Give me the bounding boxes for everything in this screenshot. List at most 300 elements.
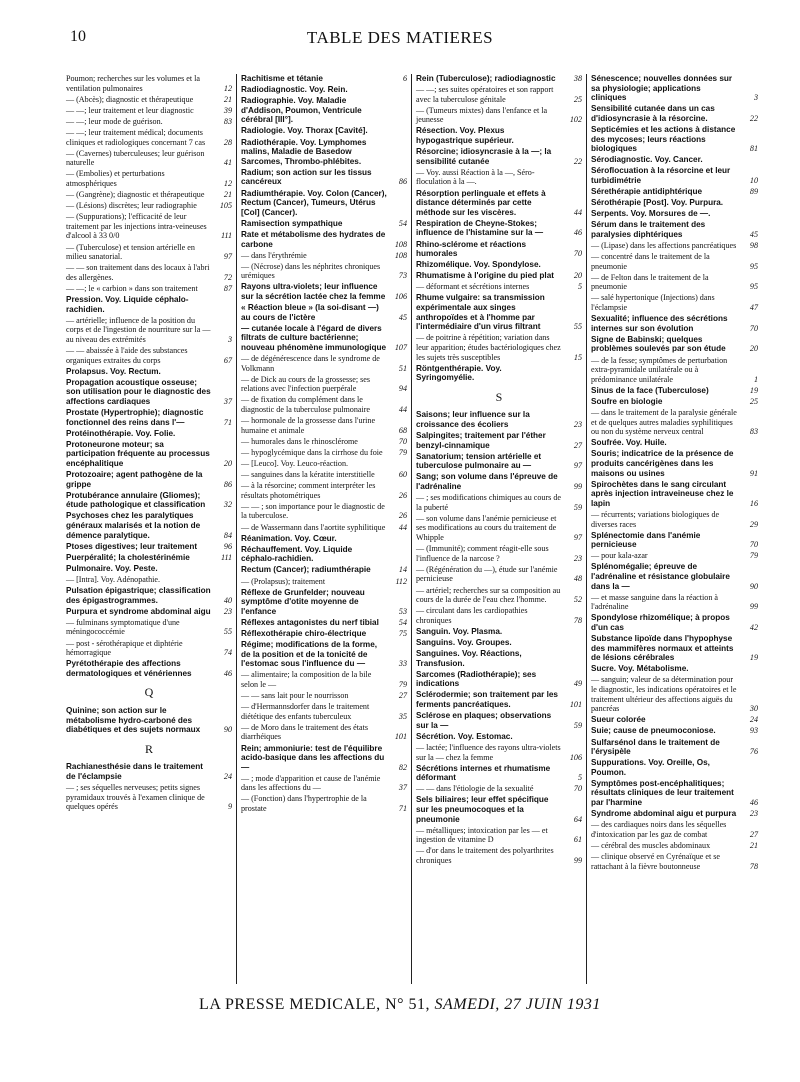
section-letter: S — [495, 389, 503, 404]
index-entry-text: — (Suppurations); l'efficacité de leur traitement par les injections intra-veineuses d'alcool à 33 0/0 — [66, 212, 207, 241]
index-entry — [241, 96, 407, 125]
index-entry — [591, 386, 758, 396]
index-entry — [591, 820, 758, 839]
index-entry-page: 25 — [573, 94, 582, 104]
index-entry-page: 78 — [573, 615, 582, 625]
page-title: TABLE DES MATIERES — [306, 28, 494, 47]
index-entry — [591, 356, 758, 385]
index-entry-text: — métalliques; intoxication par les — et ingestion de vitamine D — [416, 825, 548, 845]
index-entry-page: 5 — [577, 282, 582, 292]
index-entry-text: Pulmonaire. Voy. Peste. — [66, 563, 158, 573]
index-entry-page: 38 — [573, 74, 582, 83]
index-entry-page: 74 — [223, 648, 232, 658]
index-entry-page: 42 — [749, 622, 758, 632]
index-entry — [66, 128, 232, 147]
index-entry — [241, 545, 407, 564]
index-entry — [416, 638, 582, 648]
index-entry-page: 3 — [227, 334, 232, 344]
index-entry-text: Sinus de la face (Tuberculose) — [591, 385, 709, 395]
index-entry-text: Splénomégalie; épreuve de l'adrénaline et résistance globulaire dans la — — [591, 562, 730, 591]
index-column-1 — [62, 74, 237, 984]
index-entry — [66, 440, 232, 469]
index-entry-text: — (Lésions) discrètes; leur radiographie — [66, 201, 197, 211]
index-entry-text: Spondylose rhizomélique; à propos d'un cas — [591, 613, 730, 632]
index-entry-text: Réflexes antagonistes du nerf tibial — [241, 617, 379, 627]
index-entry — [591, 397, 758, 407]
index-entry-page: 107 — [394, 342, 407, 352]
index-entry — [416, 282, 582, 292]
index-entry-page: 76 — [749, 747, 758, 757]
index-entry — [66, 117, 232, 127]
index-entry — [66, 491, 232, 510]
index-entry-text: — (Régénération du —), étude sur l'anémie pernicieuse — [416, 564, 558, 584]
index-entry — [241, 459, 407, 469]
index-column-2 — [237, 74, 412, 984]
index-column-3 — [412, 74, 587, 984]
index-entry — [241, 416, 407, 435]
index-entry — [416, 826, 582, 845]
index-entry — [591, 125, 758, 154]
index-entry — [241, 534, 407, 544]
index-entry-text: — pour kala-azar — [591, 551, 648, 561]
index-entry-text: Signe de Babinski; quelques problèmes soulevés par son étude — [591, 334, 726, 354]
index-entry — [591, 438, 758, 448]
index-entry-page: 79 — [749, 551, 758, 561]
index-entry-page: 16 — [749, 498, 758, 508]
index-entry — [591, 449, 758, 478]
index-entry-page: 106 — [569, 752, 582, 762]
index-entry-page: 78 — [749, 861, 758, 871]
index-entry — [416, 690, 582, 709]
index-entry-text: — (Cavernes) tuberculeuses; leur guérison naturelle — [66, 148, 205, 168]
index-entry — [241, 262, 407, 281]
index-entry-text: — de Felton dans le traitement de la pneumonie — [591, 272, 709, 292]
index-entry-page: 97 — [573, 533, 582, 543]
index-entry-page: 20 — [749, 344, 758, 354]
index-entry-text: — dans le traitement de la paralysie générale et de quelques autres maladies syphilitiques ou non du système nerveux central — [591, 408, 737, 437]
index-entry — [591, 220, 758, 239]
index-entry-text: — ; mode d'apparition et cause de l'anémie dans les affections du — — [241, 773, 381, 793]
index-entry-page: 111 — [221, 552, 232, 562]
page-footer — [60, 996, 740, 1018]
index-entry-text: Substance lipoïde dans l'hypophyse des mammifères normaux et atteints de lésions cérébrales — [591, 634, 734, 663]
index-entry-page: 21 — [223, 190, 232, 200]
index-entry — [241, 85, 407, 95]
index-entry-page: 24 — [223, 772, 232, 781]
index-entry-page: 67 — [223, 355, 232, 365]
index-entry — [241, 629, 407, 639]
index-entry-text: — clinique observé en Cyrénaïque et se rattachant à la fièvre boutonneuse — [591, 852, 721, 871]
index-entry-page: 82 — [398, 762, 407, 772]
index-entry-page: 20 — [573, 271, 582, 281]
index-entry-page: 111 — [221, 231, 232, 241]
index-entry-page: 9 — [227, 802, 232, 812]
index-entry-page: 64 — [573, 814, 582, 824]
index-entry — [241, 702, 407, 721]
index-entry — [66, 639, 232, 658]
index-entry-page: 35 — [398, 711, 407, 721]
index-entry-text: Protéinothérapie. Voy. Folie. — [66, 428, 176, 438]
index-entry — [591, 187, 758, 197]
index-entry-text: Sueur colorée — [591, 715, 646, 725]
index-entry-text: — ; ses modifications chimiques au cours de la puberté — [416, 493, 561, 512]
index-entry — [66, 378, 232, 407]
index-entry-text: Réchauffement. Voy. Liquide céphalo-rachidien. — [241, 544, 353, 564]
index-entry — [416, 711, 582, 730]
index-entry-page: 15 — [573, 352, 582, 362]
index-entry-text: — sanguin; valeur de sa détermination pour le diagnostic, les indications opératoires et le traitement ultérieur des affections aiguës du pancréas — [591, 675, 737, 714]
index-entry-text: Puerpéralité; la cholestérinémie — [66, 552, 190, 562]
index-entry-page: 46 — [223, 668, 232, 678]
index-entry-page: 75 — [398, 628, 407, 638]
index-entry — [591, 241, 758, 251]
index-entry-text: Radiothérapie. Voy. Lymphomes malins, Maladie de Basedow Sarcomes, Thrombo-phlébites. — [241, 137, 367, 166]
index-entry — [66, 346, 232, 365]
index-entry — [66, 586, 232, 605]
index-entry-text: Sexualité; influence des sécrétions internes sur son évolution — [591, 314, 728, 333]
index-entry — [591, 252, 758, 271]
index-entry — [416, 764, 582, 783]
index-entry — [591, 209, 758, 219]
index-entry-text: — lactée; l'influence des rayons ultra-violets sur la — chez la femme — [416, 742, 561, 762]
index-entry-page: 97 — [573, 461, 582, 471]
page-header — [60, 28, 740, 50]
index-entry-text: — alimentaire; la composition de la bile selon le — — [241, 670, 372, 689]
index-entry — [241, 219, 407, 229]
index-entry-page: 53 — [398, 606, 407, 616]
index-entry — [416, 168, 582, 187]
index-entry-page: 72 — [223, 272, 232, 282]
index-entry-text: — concentré dans le traitement de la pneumonie — [591, 252, 710, 271]
index-entry-text: — de la fesse; symptômes de perturbation extra-pyramidale unilatérale ou à prédominance unilatérale — [591, 355, 728, 384]
index-entry — [416, 147, 582, 166]
index-entry — [591, 613, 758, 632]
index-entry-page: 98 — [749, 241, 758, 250]
index-entry-text: Rachitisme et tétanie — [241, 74, 323, 83]
index-entry-text: Protozoaire; agent pathogène de la grippe — [66, 470, 203, 489]
index-entry-text: Sanatorium; tension artérielle et tuberculose pulmonaire au — — [416, 451, 542, 471]
index-entry — [66, 607, 232, 617]
index-entry-text: Pression. Voy. Liquide céphalo-rachidien. — [66, 294, 189, 314]
index-entry-text: Psychoses chez les paralytiques généraux malarisés et la notion de démence paralytique. — [66, 511, 201, 540]
index-entry — [241, 126, 407, 136]
index-entry-text: Pulsation épigastrique; classification des épigastrogrammes. — [66, 586, 211, 605]
index-entry — [241, 481, 407, 500]
index-entry — [591, 809, 758, 819]
index-entry-text: — (Tuberculose) et tension artérielle en milieu sanatorial. — [66, 242, 195, 262]
index-entry-page: 101 — [394, 732, 407, 742]
index-entry — [416, 85, 582, 104]
index-entry-text: Rayons ultra-violets; leur influence sur la sécrétion lactée chez la femme — [241, 282, 386, 301]
index-entry — [416, 493, 582, 512]
index-entry — [591, 480, 758, 509]
index-entry-text: Saisons; leur influence sur la croissance des écoliers — [416, 410, 530, 429]
index-entry — [66, 316, 232, 345]
index-entry-text: — salé hypertonique (Injections) dans l'éclampsie — [591, 293, 715, 313]
index-entry — [241, 588, 407, 617]
index-entry-text: Splénectomie dans l'anémie pernicieuse — [591, 530, 701, 550]
index-entry-text: Sels biliaires; leur effet spécifique sur les pneumocoques et la pneumonie — [416, 795, 549, 824]
index-entry-text: — de fixation du complément dans le diagnostic de la tuberculose pulmonaire — [241, 395, 371, 414]
index-entry — [66, 783, 232, 812]
index-entry-text: — de Moro dans le traitement des états diarrhéiques — [241, 722, 368, 742]
index-entry-text: Résorcine; idiosyncrasie à la —; la sensibilité cutanée — [416, 147, 552, 166]
index-entry-page: 68 — [398, 425, 407, 435]
index-entry — [416, 606, 582, 625]
index-entry-text: Réanimation. Voy. Cœur. — [241, 533, 337, 543]
index-entry-page: 70 — [749, 540, 758, 550]
index-entry-text: Sénescence; nouvelles données sur sa physiologie; applications cliniques — [591, 74, 733, 103]
index-entry-page: 47 — [749, 303, 758, 313]
index-entry — [416, 74, 582, 84]
index-entry — [416, 649, 582, 668]
index-entry-page: 44 — [398, 405, 407, 414]
index-entry — [416, 431, 582, 450]
index-entry-text: — ; ses séquelles nerveuses; petits signes pyramidaux trouvés à l'examen clinique de quelques opérés — [66, 783, 205, 812]
index-entry-text: « Réaction bleue » (la soi-disant —) au cours de l'ictère — [241, 303, 379, 322]
index-entry-page: 26 — [398, 490, 407, 500]
index-entry-page: 71 — [223, 417, 232, 427]
index-entry-page: 24 — [749, 715, 758, 725]
index-entry-text: — fulminans symptomatique d'une méningococcémie — [66, 617, 180, 637]
page-number: 10 — [70, 28, 86, 45]
index-entry-text: Sang; son volume dans l'épreuve de l'adrénaline — [416, 472, 558, 492]
index-entry-page: 39 — [223, 105, 232, 115]
index-entry — [66, 470, 232, 489]
index-entry-text: — (Prolapsus); traitement — [241, 576, 326, 586]
index-entry-text: — (Abcès); diagnostic et thérapeutique — [66, 94, 194, 104]
index-entry-page: 44 — [398, 522, 407, 532]
index-entry — [591, 726, 758, 736]
index-entry — [416, 271, 582, 281]
index-entry-text: — (Embolies) et perturbations atmosphériques — [66, 169, 165, 188]
index-entry-page: 33 — [398, 659, 407, 669]
index-entry-text: — artériel; recherches sur sa composition au cours de la durée de l'eau chez l'homme. — [416, 585, 561, 605]
index-entry-text: — récurrents; variations biologiques de diverses races — [591, 509, 720, 529]
index-entry-page: 90 — [223, 725, 232, 735]
index-entry-page: 37 — [398, 783, 407, 793]
index-entry — [591, 593, 758, 612]
index-entry — [241, 303, 407, 322]
index-entry — [591, 738, 758, 757]
index-entry-text: — dans l'érythrémie — [241, 250, 307, 260]
index-entry-page: 12 — [223, 178, 232, 188]
index-entry — [416, 627, 582, 637]
index-entry-page: 95 — [749, 282, 758, 292]
index-entry-text: Radiodiagnostic. Voy. Rein. — [241, 85, 348, 95]
index-entry-page: 94 — [398, 384, 407, 394]
index-entry — [241, 640, 407, 669]
index-entry-text: — (Lipase) dans les affections pancréatiques — [591, 241, 737, 250]
index-entry — [416, 784, 582, 794]
index-entry — [241, 577, 407, 587]
index-entry — [66, 263, 232, 282]
index-entry-page: 59 — [573, 502, 582, 512]
index-entry-text: Rectum (Cancer); radiumthérapie — [241, 565, 371, 575]
index-entry-page: 28 — [223, 137, 232, 147]
index-entry-page: 70 — [573, 784, 582, 794]
index-entry — [416, 219, 582, 238]
index-entry-text: — et masse sanguine dans la réaction à l'adrénaline — [591, 592, 718, 612]
index-entry — [591, 166, 758, 185]
index-entry-text: — (Nécrose) dans les néphrites chroniques urémiques — [241, 261, 381, 281]
index-entry — [66, 106, 232, 116]
index-entry-text: Résorption perlinguale et effets à distance déterminés par cette méthode sur les viscères. — [416, 188, 546, 217]
index-entry — [591, 664, 758, 674]
index-entry — [591, 715, 758, 725]
index-entry-page: 52 — [573, 595, 582, 605]
index-entry-page: 54 — [398, 218, 407, 228]
index-entry-text: Souris; indicatrice de la présence de produits cancérigènes dans les maisons ou usines — [591, 449, 734, 478]
index-entry-page: 55 — [223, 627, 232, 637]
index-entry-page: 84 — [223, 530, 232, 540]
index-entry-text: Sucre. Voy. Métabolisme. — [591, 664, 689, 674]
index-entry-text: — —; leur traitement et leur diagnostic — [66, 105, 194, 115]
index-entry-text: Salpingites; traitement par l'éther benzyl-cinnamique — [416, 431, 546, 450]
index-entry-page: 61 — [573, 835, 582, 845]
index-entry-text: Sécrétion. Voy. Estomac. — [416, 731, 513, 741]
index-entry — [66, 95, 232, 105]
index-entry — [66, 429, 232, 439]
index-entry — [241, 723, 407, 742]
index-entry-text: Radiumthérapie. Voy. Colon (Cancer), Rectum (Cancer), Tumeurs, Utérus [Col] (Cancer). — [241, 188, 387, 217]
index-entry-page: 46 — [573, 228, 582, 238]
index-entry — [416, 732, 582, 742]
index-entry-text: Propagation acoustique osseuse; son utilisation pour le diagnostic des affections cardiaques — [66, 377, 211, 406]
index-entry — [416, 743, 582, 762]
index-entry — [591, 852, 758, 871]
index-entry-text: — post - sérothérapique et diphtérie hémorragique — [66, 638, 183, 658]
index-entry-text: — — sans lait pour le nourrisson — [241, 691, 349, 701]
index-entry-text: — —; leur traitement médical; documents cliniques et radiologiques concernant 7 cas — [66, 127, 206, 147]
index-entry — [591, 273, 758, 292]
index-entry-text: — [Leuco]. Voy. Leuco-réaction. — [241, 458, 349, 468]
footer-publication: LA PRESSE MEDICALE, N° 51, — [199, 996, 435, 1013]
index-entry — [241, 502, 407, 521]
index-entry — [241, 794, 407, 813]
index-entry-text: Séroflocuation à la résorcine et leur turbidimétrie — [591, 166, 731, 185]
index-entry — [241, 395, 407, 414]
index-entry-text: Syndrome abdominal aigu et purpura — [591, 809, 737, 819]
index-entry-text: — (Immunité); comment réagit-elle sous l'influence de la narcose ? — [416, 544, 549, 563]
index-entry-text: Septicémies et les actions à distance des mycoses; leurs réactions biologiques — [591, 124, 736, 154]
index-entry-page: 21 — [749, 840, 758, 850]
index-entry — [591, 198, 758, 208]
index-entry — [416, 410, 582, 429]
index-entry — [416, 189, 582, 218]
index-entry-page: 79 — [398, 447, 407, 457]
index-entry-text: Sclérose en plaques; observations sur la — — [416, 711, 552, 730]
index-entry — [66, 564, 232, 574]
index-entry-text: Pyrétothérapie des affections dermatologiques et vénériennes — [66, 659, 192, 678]
index-entry-text: Purpura et syndrome abdominal aigu — [66, 606, 211, 616]
index-entry-text: Rachianesthésie dans le traitement de l'éclampsie — [66, 762, 203, 781]
index-entry-text: Prolapsus. Voy. Rectum. — [66, 366, 161, 376]
index-entry-text: Sérethérapie antidiphtérique — [591, 187, 703, 197]
index-entry — [241, 375, 407, 394]
index-entry — [241, 74, 407, 84]
index-entry-page: 6 — [402, 74, 407, 83]
index-entry — [241, 324, 407, 353]
index-entry — [591, 841, 758, 851]
section-letter: Q — [144, 685, 154, 700]
index-entry-text: Soufre en biologie — [591, 396, 663, 406]
index-entry-text: — —; leur mode de guérison. — [66, 116, 163, 126]
index-entry — [66, 295, 232, 314]
index-entry-text: Quinine; son action sur le métabolisme hydro-carboné des diabétiques et des sujets normaux — [66, 706, 201, 735]
index-entry-page: 108 — [394, 239, 407, 249]
index-entry-page: 48 — [573, 574, 582, 584]
index-entry-page: 59 — [573, 720, 582, 730]
index-entry-text: Rhumatisme à l'origine du pied plat — [416, 271, 554, 281]
index-entry-page: 20 — [223, 458, 232, 468]
index-entry-page: 99 — [749, 602, 758, 612]
footer-date: SAMEDI, 27 JUIN 1931 — [434, 996, 601, 1013]
index-entry-text: Prostate (Hypertrophie); diagnostic fonctionnel des reins dans l'— — [66, 408, 204, 427]
index-entry — [591, 335, 758, 354]
index-entry-text: Poumon; recherches sur les volumes et la ventilation pulmonaires — [66, 74, 200, 93]
index-entry-text: — à la résorcine; comment interpréter les résultats photométriques — [241, 481, 376, 500]
index-entry — [241, 138, 407, 167]
index-entry-page: 37 — [223, 396, 232, 406]
index-entry-text: Rein; ammoniurie: test de l'équilibre acido-basique dans les affections du — — [241, 743, 385, 772]
index-entry — [241, 523, 407, 533]
index-entry — [416, 795, 582, 824]
index-entry — [66, 542, 232, 552]
index-entry — [66, 367, 232, 377]
index-entry — [241, 774, 407, 793]
index-entry — [416, 565, 582, 584]
index-entry-text: — Voy. aussi Réaction à la —, Séro-floculation à la —. — [416, 167, 535, 187]
index-entry-text: — — abaissée à l'aide des substances organiques extraites du corps — [66, 345, 188, 365]
index-entry-text: — cérébral des muscles abdominaux — [591, 840, 711, 850]
index-entry-page: 22 — [749, 113, 758, 123]
index-entry — [416, 126, 582, 145]
index-entry-text: — humorales dans le rhinosclérome — [241, 436, 358, 446]
index-entry — [591, 408, 758, 437]
index-entry-page: 30 — [749, 704, 758, 714]
index-entry-text: Sclérodermie; son traitement par les ferments pancréatiques. — [416, 690, 558, 710]
index-entry-text: — [Intra]. Voy. Adénopathie. — [66, 575, 161, 584]
index-entry-text: — (Fonction) dans l'hypertrophie de la prostate — [241, 794, 367, 814]
index-entry — [241, 230, 407, 249]
index-entry-text: Protubérance annulaire (Gliomes); étude pathologique et classification — [66, 490, 206, 510]
index-entry-page: 91 — [749, 468, 758, 478]
index-entry-page: 97 — [223, 252, 232, 262]
index-entry — [66, 243, 232, 262]
index-entry-page: 22 — [573, 156, 582, 166]
index-entry — [66, 190, 232, 200]
index-entry-text: Ramisection sympathique — [241, 218, 343, 228]
index-entry-page: 12 — [223, 83, 232, 93]
index-entry-text: Suie; cause de pneumoconiose. — [591, 726, 716, 736]
index-entry-text: — de Dick au cours de la grossesse; ses relations avec l'infection puerpérale — [241, 374, 371, 394]
index-entry — [241, 470, 407, 480]
index-entry-text: Sensibilité cutanée dans un cas d'idiosyncrasie à la résorcine. — [591, 104, 715, 123]
index-entry-page: 112 — [395, 576, 407, 586]
index-entry-text: — —; le « carbion » dans son traitement — [66, 283, 198, 293]
index-entry — [591, 74, 758, 103]
index-entry — [241, 168, 407, 187]
index-entry-text: — de dégénérescence dans le syndrome de Volkmann — [241, 354, 380, 373]
index-entry-page: 23 — [573, 553, 582, 563]
index-entry — [241, 565, 407, 575]
index-entry-text: — des cardiaques noirs dans les séquelles d'intoxication par les gaz de combat — [591, 820, 727, 839]
index-entry-page: 70 — [398, 436, 407, 446]
index-entry — [66, 74, 232, 93]
index-entry-page: 49 — [573, 679, 582, 689]
index-entry-page: 44 — [573, 207, 582, 217]
